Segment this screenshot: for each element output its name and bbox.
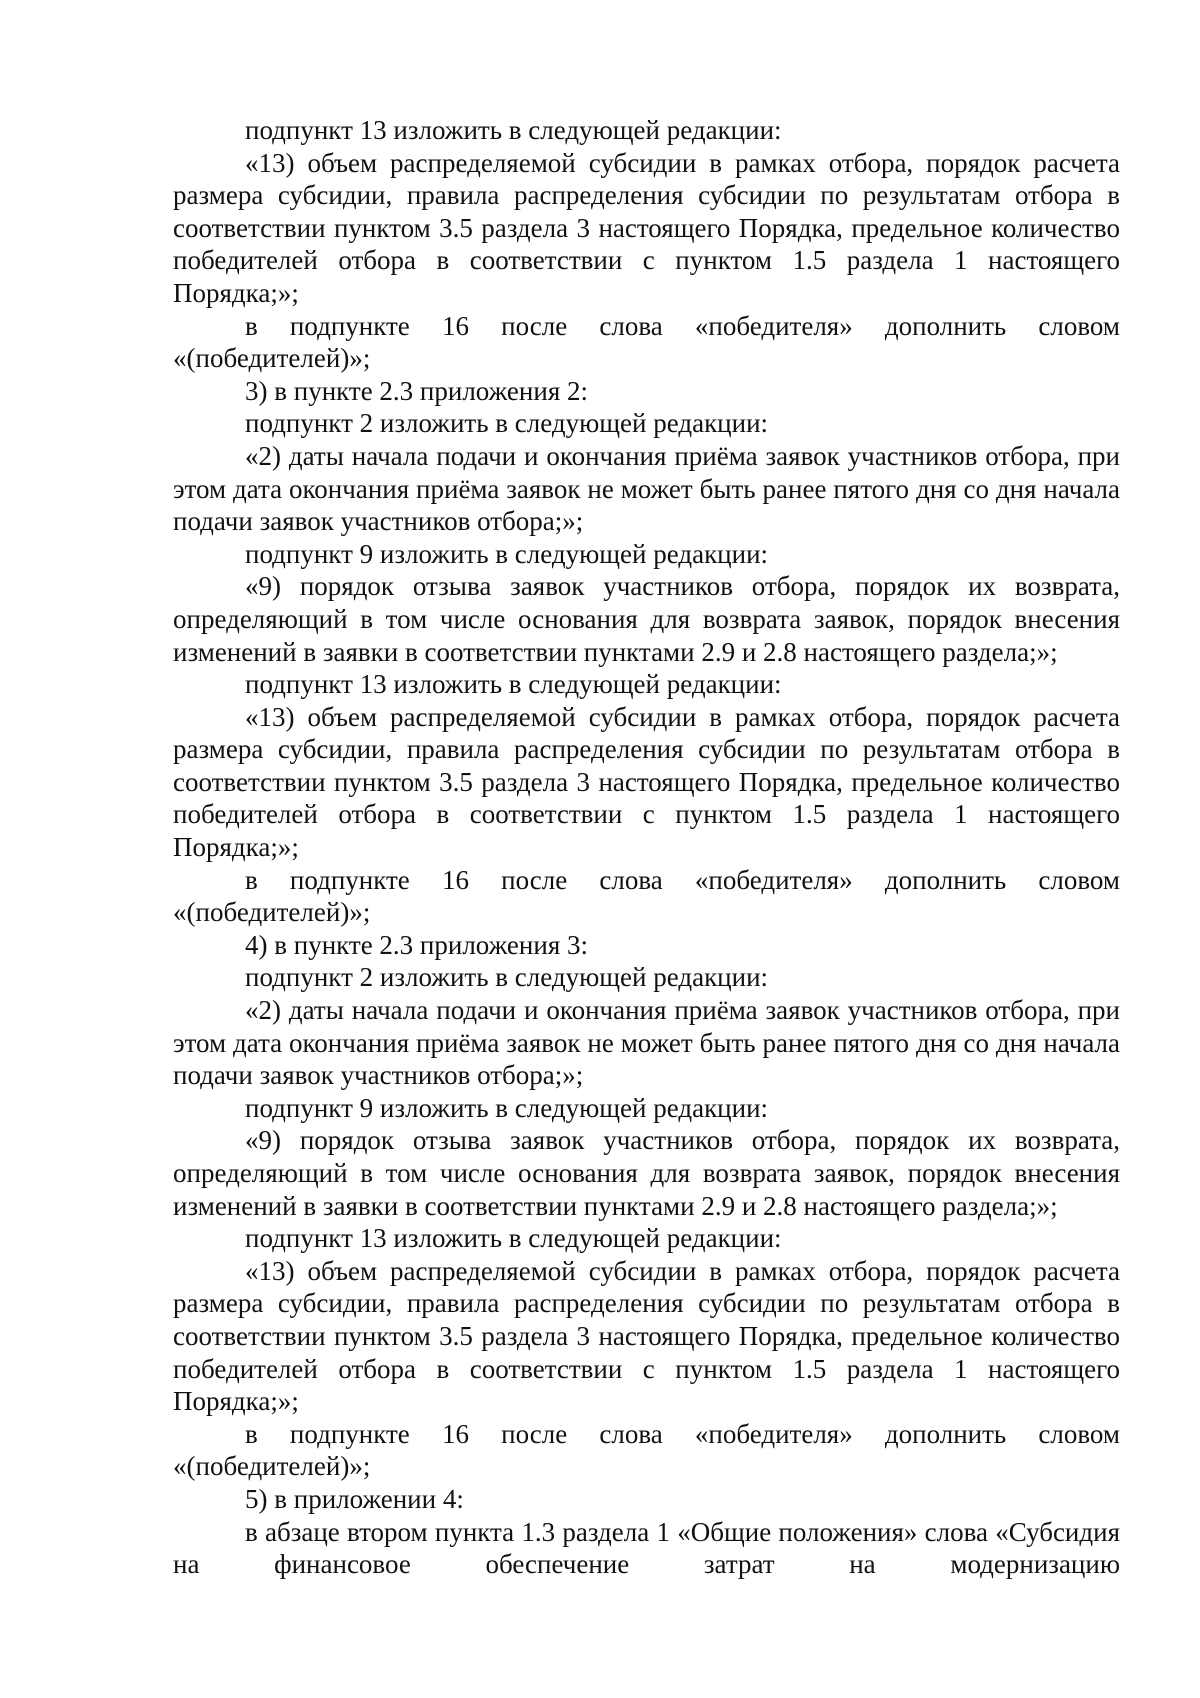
paragraph-2: «13) объем распределяемой субсидии в рамках отбора, порядок расчета размера субсидии, правила распределения субсидии по результатам отбора в соответствии пунктом 3.5 раздела 3 настоящего Порядка, предельное количество победителей отбора в соответствии с пунктом 1.5 раздела 1 настоящего Порядка;»;	[173, 147, 1120, 308]
paragraph-6: «2) даты начала подачи и окончания приёма заявок участников отбора, при этом дата окончания приёма заявок не может быть ранее пятого дня со дня начала подачи заявок участников отбора;»;	[173, 440, 1120, 537]
paragraph-3: в подпункте 16 после слова «победителя» дополнить словом «(победителей)»;	[173, 310, 1120, 374]
paragraph-7: подпункт 9 изложить в следующей редакции:	[245, 538, 769, 569]
paragraph-8: «9) порядок отзыва заявок участников отбора, порядок их возврата, определяющий в том числе основания для возврата заявок, порядок внесения изменений в заявки в соответствии пунктами 2.9 и 2.8 настоящего раздела;»;	[173, 571, 1120, 667]
paragraph-11: в подпункте 16 после слова «победителя» дополнить словом «(победителей)»;	[173, 864, 1120, 928]
paragraph-12: 4) в пункте 2.3 приложения 3:	[245, 929, 588, 960]
paragraph-14: «2) даты начала подачи и окончания приёма заявок участников отбора, при этом дата окончания приёма заявок не может быть ранее пятого дня со дня начала подачи заявок участников отбора;»;	[173, 995, 1120, 1091]
paragraph-21: в абзаце втором пункта 1.3 раздела 1 «Общие положения» слова «Субсидия на финансовое обеспечение затрат на модернизацию	[173, 1516, 1120, 1580]
paragraph-16: «9) порядок отзыва заявок участников отбора, порядок их возврата, определяющий в том числе основания для возврата заявок, порядок внесения изменений в заявки в соответствии пунктами 2.9 и 2.8 настоящего раздела;»;	[173, 1125, 1120, 1221]
paragraph-4: 3) в пункте 2.3 приложения 2:	[245, 375, 588, 406]
paragraph-19: в подпункте 16 после слова «победителя» дополнить словом «(победителей)»;	[173, 1418, 1120, 1482]
paragraph-15: подпункт 9 изложить в следующей редакции:	[245, 1092, 769, 1123]
paragraph-1: подпункт 13 изложить в следующей редакции:	[245, 115, 782, 145]
paragraph-17: подпункт 13 изложить в следующей редакции:	[245, 1223, 782, 1254]
paragraph-18: «13) объем распределяемой субсидии в рамках отбора, порядок расчета размера субсидии, правила распределения субсидии по результатам отбора в соответствии пунктом 3.5 раздела 3 настоящего Порядка, предельное количество победителей отбора в соответствии с пунктом 1.5 раздела 1 настоящего Порядка;»;	[173, 1255, 1120, 1417]
paragraph-10: «13) объем распределяемой субсидии в рамках отбора, порядок расчета размера субсидии, правила распределения субсидии по результатам отбора в соответствии пунктом 3.5 раздела 3 настоящего Порядка, предельное количество победителей отбора в соответствии с пунктом 1.5 раздела 1 настоящего Порядка;»;	[173, 701, 1120, 863]
paragraph-5: подпункт 2 изложить в следующей редакции:	[245, 408, 769, 439]
paragraph-9: подпункт 13 изложить в следующей редакции:	[245, 669, 782, 700]
paragraph-20: 5) в приложении 4:	[245, 1483, 464, 1514]
paragraph-13: подпункт 2 изложить в следующей редакции:	[245, 962, 769, 993]
document-body	[173, 114, 1120, 1581]
